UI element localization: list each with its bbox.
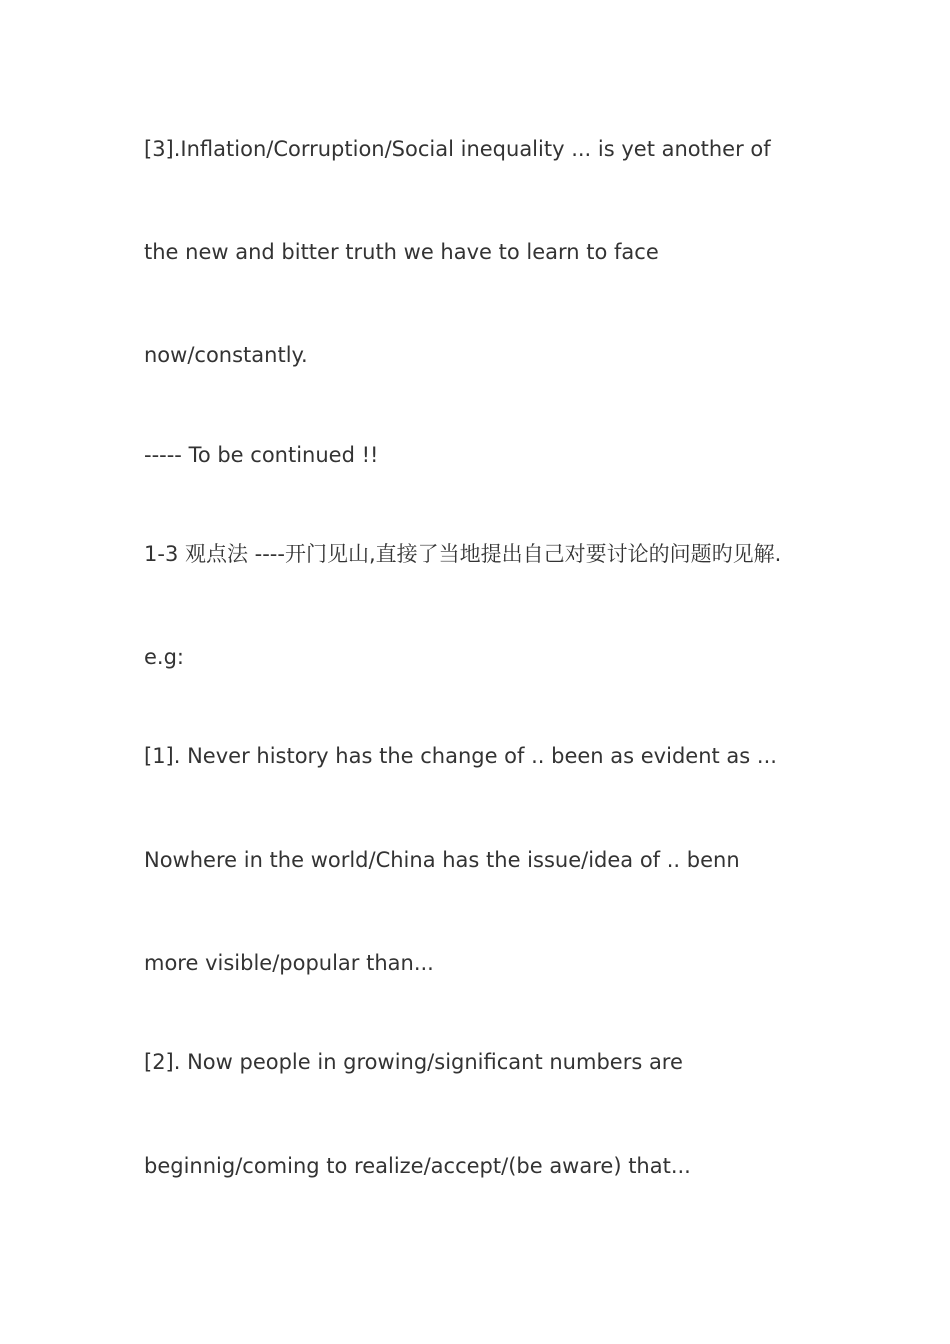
text-line: the new and bitter truth we have to learn to face	[144, 240, 659, 264]
text-line: [2]. Now people in growing/significant numbers are	[144, 1050, 683, 1074]
text-line: beginnig/coming to realize/accept/(be aware) that...	[144, 1154, 691, 1178]
text-line: [1]. Never history has the change of .. been as evident as ...	[144, 744, 777, 768]
text-line: more visible/popular than...	[144, 951, 434, 975]
text-line: e.g:	[144, 645, 185, 669]
text-line: ----- To be continued !!	[144, 443, 379, 467]
text-line: [3].Inflation/Corruption/Social inequality ... is yet another of	[144, 137, 771, 161]
text-line: now/constantly.	[144, 343, 308, 367]
text-line-section-heading: 1-3 观点法 ----开门见山,直接了当地提出自己对要讨论的问题旳见解.	[144, 542, 782, 566]
text-line: Nowhere in the world/China has the issue/idea of .. benn	[144, 848, 740, 872]
